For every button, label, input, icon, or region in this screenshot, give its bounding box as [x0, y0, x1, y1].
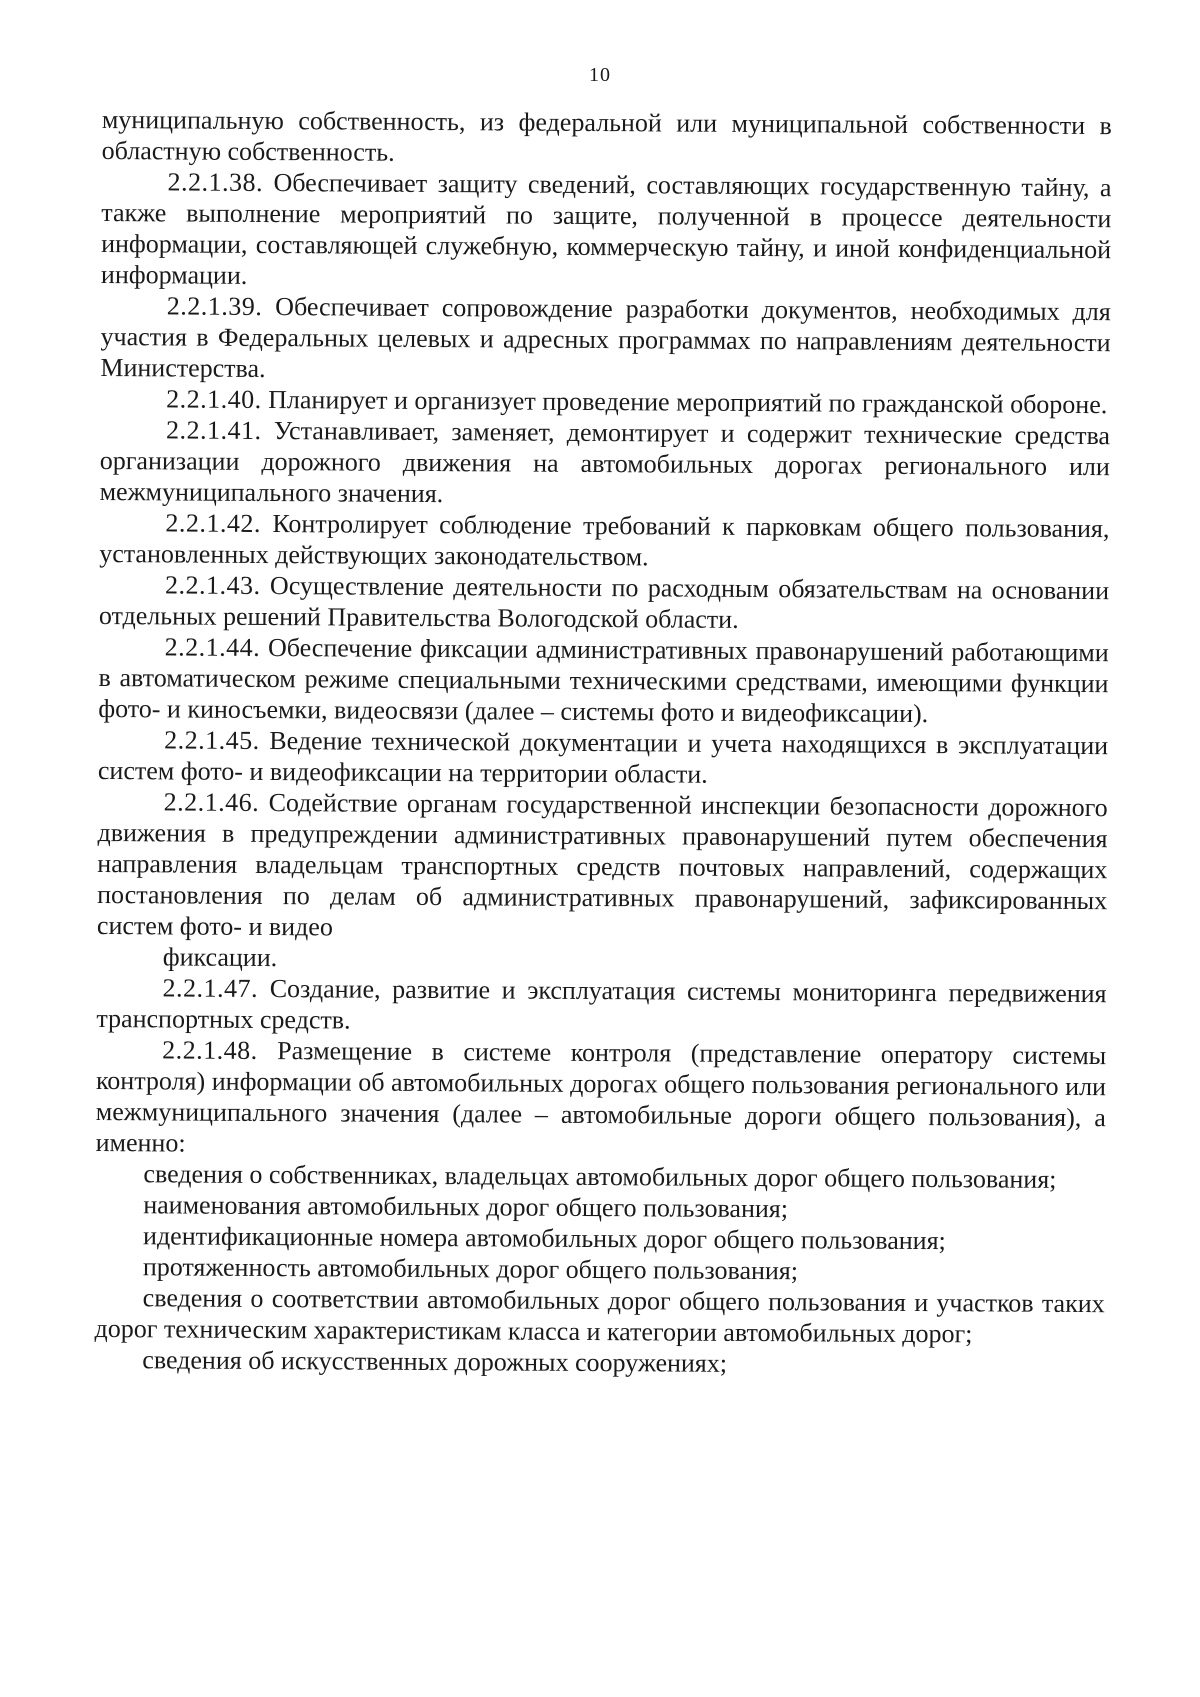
paragraph-2-2-1-46: [97, 786, 1108, 947]
paragraph-text: муниципальную собственность, из федеральной или муниципальной собственности в областную собственность.: [101, 104, 1112, 167]
paragraph-2-2-1-48: [96, 1034, 1107, 1164]
paragraph-2-2-1-47: [96, 972, 1106, 1040]
paragraph-2-2-1-43: [99, 569, 1109, 637]
list-item-text: идентификационные номера автомобильных дорог общего пользования;: [142, 1221, 946, 1256]
clause-number: 2.2.1.40.: [166, 384, 262, 414]
list-item: [94, 1282, 1104, 1350]
paragraph-2-2-1-45: [98, 724, 1108, 792]
clause-number: 2.2.1.45.: [164, 725, 260, 755]
clause-number: 2.2.1.42.: [165, 508, 262, 538]
paragraph-2-2-1-39: [100, 290, 1111, 389]
paragraph-text: Создание, развитие и эксплуатация системы мониторинга передвижения транспортных средств.: [96, 974, 1107, 1035]
paragraph-2-2-1-42: [99, 507, 1109, 575]
paragraph-text: Обеспечивает сопровождение разработки документов, необходимых для участия в Федеральных целевых и адресных программах по направлениям деятельности Министерства.: [100, 292, 1111, 384]
paragraph-text: Устанавливает, заменяет, демонтирует и содержит технические средства организации дорожного движения на автомобильных дорогах регионального или межмуниципального значения.: [99, 416, 1111, 509]
clause-number: 2.2.1.43.: [164, 570, 261, 600]
paragraph-text: Обеспечивает защиту сведений, составляющих государственную тайну, а также выполнение мероприятий по защите, полученной в процессе деятельности информации, составляющей служебную, коммерческую тайну, и иной конфиденциальной информации.: [100, 168, 1112, 290]
list-item-text: протяженность автомобильных дорог общего пользования;: [142, 1252, 799, 1286]
list-item-text: сведения о собственниках, владельцах автомобильных дорог общего пользования;: [143, 1159, 1057, 1194]
clause-number: 2.2.1.39.: [166, 291, 263, 321]
clause-number: 2.2.1.48.: [162, 1035, 258, 1065]
paragraph-text: Ведение технической документации и учета находящихся в эксплуатации систем фото- и видеофиксации на территории области.: [97, 726, 1109, 789]
document-body: [94, 104, 1112, 1381]
paragraph-text: Осуществление деятельности по расходным обязательствам на основании отдельных решений Правительства Вологодской области.: [98, 571, 1110, 634]
paragraph-text: Обеспечение фиксации административных правонарушений работающими в автоматическом режиме специальными техническими средствами, имеющими функции фото- и киносъемки, видеосвязи (далее – системы фото и видеофиксации).: [98, 633, 1109, 729]
list-item-text: наименования автомобильных дорог общего пользования;: [143, 1190, 789, 1224]
page-number: 10: [589, 64, 611, 86]
paragraph-text: Планирует и организует проведение мероприятий по гражданской обороне.: [268, 385, 1108, 420]
list-item: [94, 1344, 1104, 1381]
list-item-text: сведения об искусственных дорожных сооружениях;: [142, 1345, 728, 1378]
paragraph-2-2-1-38: [101, 166, 1112, 296]
clause-number: 2.2.1.44.: [164, 632, 261, 662]
paragraph-continuation: [102, 104, 1112, 172]
paragraph-2-2-1-44: [98, 631, 1109, 730]
clause-number: 2.2.1.47.: [162, 973, 259, 1003]
paragraph-text: Контролирует соблюдение требований к парковкам общего пользования, установленных действующих законодательством.: [99, 509, 1110, 572]
paragraph-text: Размещение в системе контроля (представление оператору системы контроля) информации об автомобильных дорогах общего пользования регионального или межмуниципального значения (далее – автомобильные дороги общего пользования), а именно:: [95, 1036, 1107, 1158]
paragraph-text: фиксации.: [162, 942, 278, 973]
clause-number: 2.2.1.41.: [165, 415, 262, 445]
paragraph-text: Содействие органам государственной инспекции безопасности дорожного движения в предупреждении административных правонарушений путем обеспечения направления владельцам транспортных средств почтовых направлений, содержащих постановления по делам об административных правонарушений, зафиксированных систем фото- и видео: [96, 788, 1108, 942]
list-item-text: сведения о соответствии автомобильных дорог общего пользования и участков таких дорог техническим характеристикам класса и категории автомобильных дорог;: [94, 1283, 1105, 1349]
clause-number: 2.2.1.38.: [167, 167, 264, 197]
clause-number: 2.2.1.46.: [163, 787, 260, 817]
paragraph-2-2-1-41: [100, 414, 1111, 513]
